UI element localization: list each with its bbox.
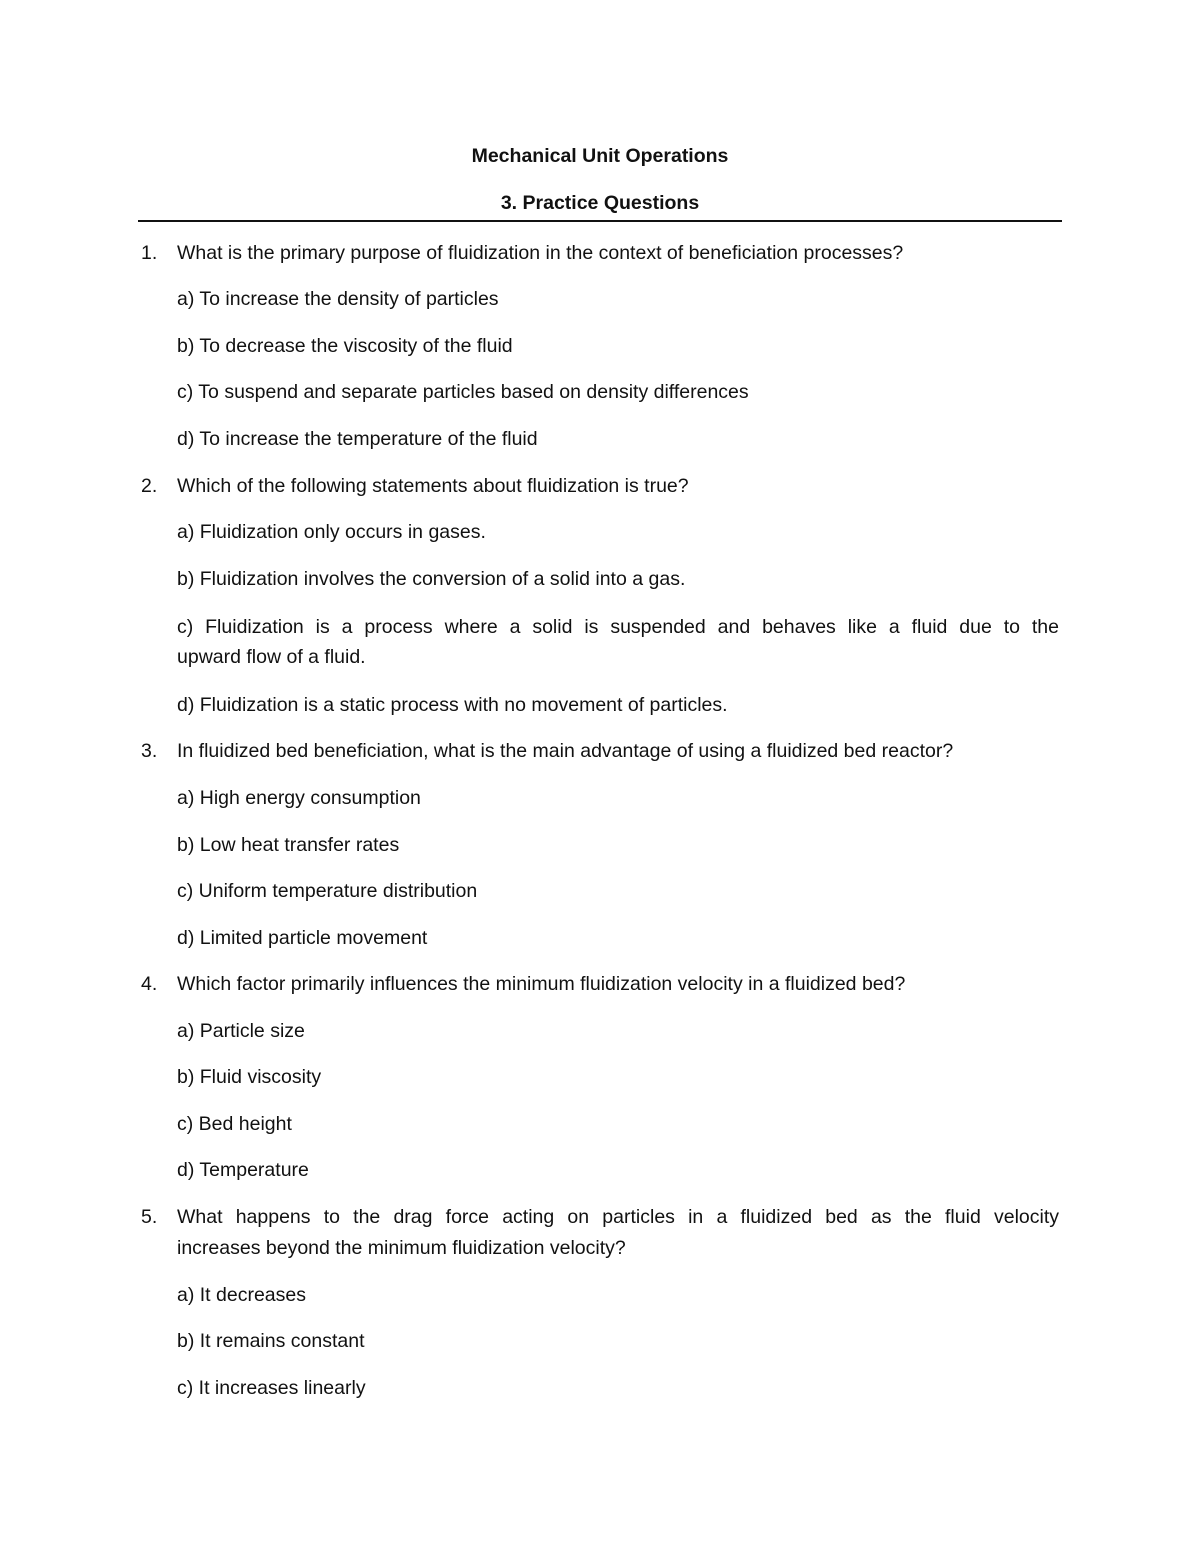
answer-option: b) To decrease the viscosity of the fluid (177, 335, 513, 357)
question-text-continued: increases beyond the minimum fluidization velocity? (177, 1237, 626, 1259)
question-number: 5. (141, 1206, 158, 1228)
answer-option: a) High energy consumption (177, 787, 421, 809)
question-number: 1. (141, 242, 158, 264)
answer-option: c) Uniform temperature distribution (177, 880, 478, 902)
answer-option: c) It increases linearly (177, 1377, 366, 1399)
question-number: 2. (141, 475, 158, 497)
question-text: Which factor primarily influences the minimum fluidization velocity in a fluidized bed? (177, 973, 906, 995)
answer-option: c) Fluidization is a process where a solid is suspended and behaves like a fluid due to the (177, 616, 1059, 638)
answer-option: a) Fluidization only occurs in gases. (177, 521, 486, 543)
answer-option: a) To increase the density of particles (177, 288, 499, 310)
answer-option: d) Fluidization is a static process with no movement of particles. (177, 694, 728, 716)
answer-option: c) Bed height (177, 1113, 292, 1135)
answer-option: d) Limited particle movement (177, 927, 428, 949)
question-text: What happens to the drag force acting on particles in a fluidized bed as the fluid velocity (177, 1206, 1059, 1228)
question-text: Which of the following statements about fluidization is true? (177, 475, 689, 497)
answer-option: b) Fluid viscosity (177, 1066, 322, 1088)
answer-option: a) It decreases (177, 1284, 306, 1306)
answer-option: b) Fluidization involves the conversion of a solid into a gas. (177, 568, 686, 590)
answer-option: d) Temperature (177, 1159, 309, 1181)
document-title: Mechanical Unit Operations (471, 145, 729, 167)
answer-option: a) Particle size (177, 1020, 305, 1042)
answer-option: b) Low heat transfer rates (177, 834, 400, 856)
header-divider (138, 220, 1062, 222)
question-text: What is the primary purpose of fluidization in the context of beneficiation processes? (177, 242, 904, 264)
question-number: 3. (141, 740, 158, 762)
answer-option-continued: upward flow of a fluid. (177, 646, 366, 668)
answer-option: b) It remains constant (177, 1330, 365, 1352)
answer-option: c) To suspend and separate particles based on density differences (177, 381, 749, 403)
question-number: 4. (141, 973, 158, 995)
document-subtitle: 3. Practice Questions (500, 192, 700, 214)
answer-option: d) To increase the temperature of the fluid (177, 428, 538, 450)
question-text: In fluidized bed beneficiation, what is the main advantage of using a fluidized bed reactor? (177, 740, 954, 762)
